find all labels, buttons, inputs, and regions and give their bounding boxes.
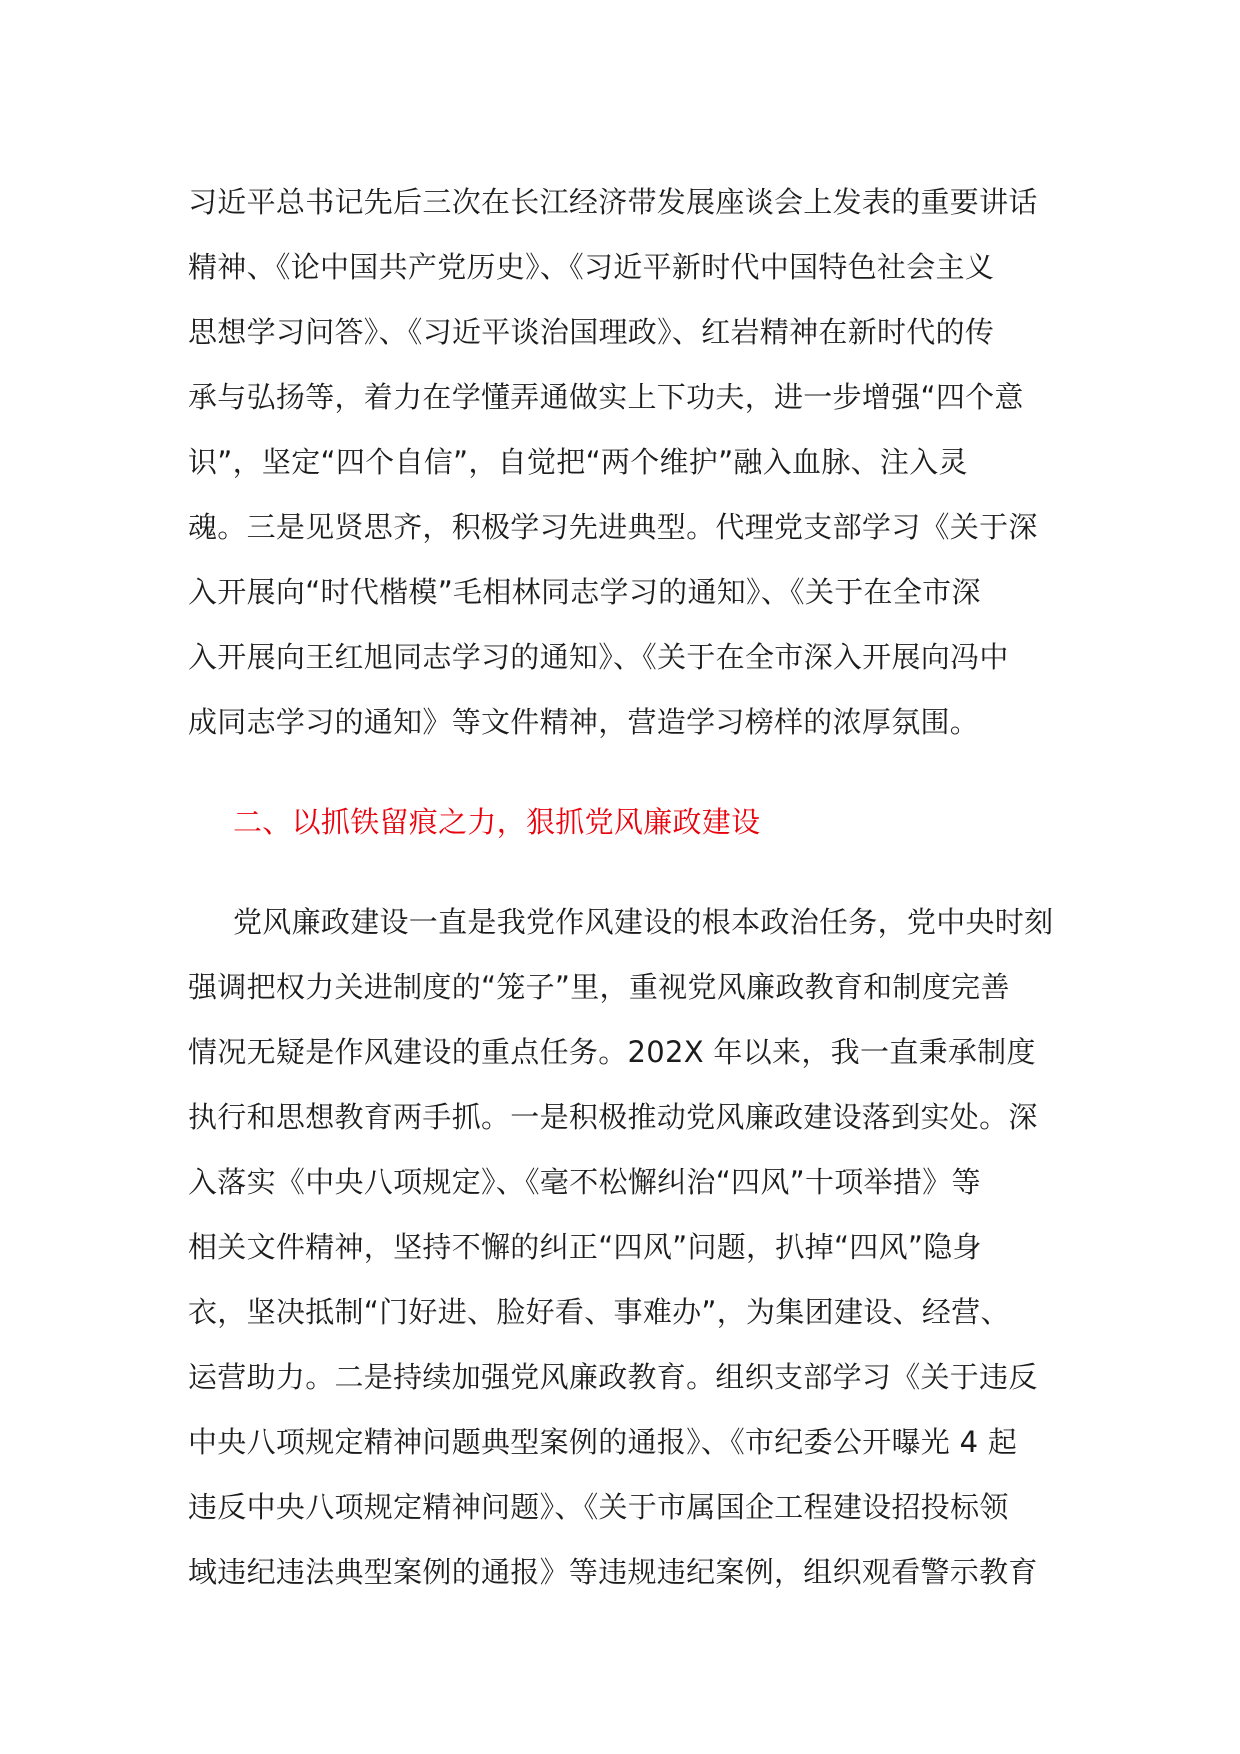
- paragraph-line: 成同志学习的通知》等文件精神，营造学习榜样的浓厚氛围。: [188, 705, 980, 739]
- paragraph-line: 入落实《中央八项规定》、《毫不松懈纠治“四风”十项举措》等: [188, 1165, 981, 1199]
- paragraph-line: 执行和思想教育两手抓。一是积极推动党风廉政建设落到实处。深: [188, 1100, 1038, 1134]
- paragraph-line: 识”，坚定“四个自信”，自觉把“两个维护”融入血脉、注入灵: [188, 445, 968, 479]
- paragraph-line: 强调把权力关进制度的“笼子”里，重视党风廉政教育和制度完善: [188, 970, 1010, 1004]
- paragraph-line: 相关文件精神，坚持不懈的纠正“四风”问题，扒掉“四风”隐身: [188, 1230, 982, 1264]
- paragraph-line: 党风廉政建设一直是我党作风建设的根本政治任务，党中央时刻: [233, 905, 1054, 939]
- paragraph-line: 衣，坚决抵制“门好进、脸好看、事难办”，为集团建设、经营、: [188, 1295, 1010, 1329]
- paragraph-line: 承与弘扬等，着力在学懂弄通做实上下功夫，进一步增强“四个意: [188, 380, 1024, 414]
- paragraph-line: 入开展向“时代楷模”毛相林同志学习的通知》、《关于在全市深: [188, 575, 981, 609]
- paragraph-line: 运营助力。二是持续加强党风廉政教育。组织支部学习《关于违反: [188, 1360, 1038, 1394]
- document-body: [188, 170, 1068, 1605]
- paragraph-line: 入开展向王红旭同志学习的通知》、《关于在全市深入开展向冯中: [188, 640, 1009, 674]
- paragraph-line: 习近平总书记先后三次在长江经济带发展座谈会上发表的重要讲话: [188, 185, 1038, 219]
- section-spacer: [188, 855, 1068, 890]
- paragraph-line: 思想学习问答》、《习近平谈治国理政》、红岩精神在新时代的传: [188, 315, 995, 349]
- paragraph-line: 情况无疑是作风建设的重点任务。202X 年以来，我一直秉承制度: [188, 1035, 1036, 1069]
- paragraph-line: 魂。三是见贤思齐，积极学习先进典型。代理党支部学习《关于深: [188, 510, 1038, 544]
- section-heading: 二、以抓铁留痕之力，狠抓党风廉政建设: [233, 805, 761, 839]
- paragraph-1: [188, 170, 1068, 755]
- paragraph-2: [188, 890, 1068, 1605]
- paragraph-line: 中央八项规定精神问题典型案例的通报》、《市纪委公开曝光 4 起: [188, 1425, 1018, 1459]
- section-spacer: [188, 755, 1068, 790]
- paragraph-line: 域违纪违法典型案例的通报》等违规违纪案例，组织观看警示教育: [188, 1555, 1038, 1589]
- paragraph-line: 违反中央八项规定精神问题》、《关于市属国企工程建设招投标领: [188, 1490, 1009, 1524]
- paragraph-line: 精神、《论中国共产党历史》、《习近平新时代中国特色社会主义: [188, 250, 995, 284]
